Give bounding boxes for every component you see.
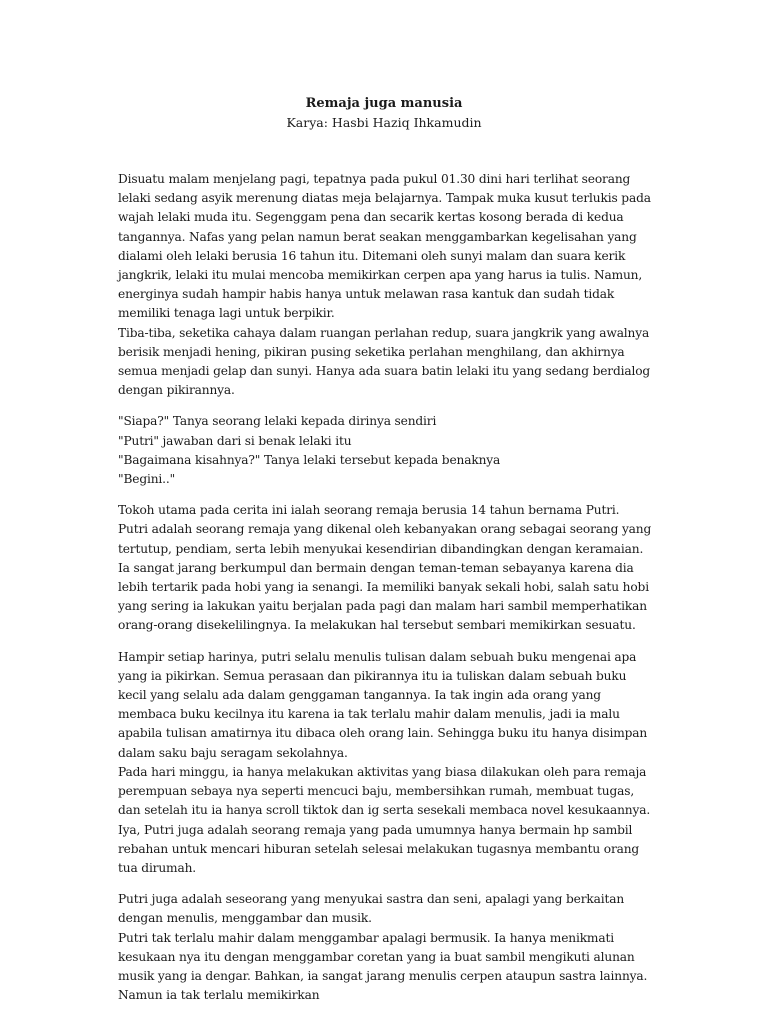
dialog-line: "Putri" jawaban dari si benak lelaki itu (118, 433, 352, 448)
paragraph: Putri adalah seorang remaja yang dikenal oleh kebanyakan orang sebagai seorang yang tertutup, pendiam, serta lebih menyukai kesendirian dibandingkan dengan keramaian. Ia sangat jarang berkumpul dan bermain dengan teman-teman sebayanya karena dia lebih tertarik pada hobi yang ia senangi. Ia memiliki banyak sekali hobi, salah satu hobi yang sering ia lakukan yaitu berjalan pada pagi dan malam hari sambil memperhatikan orang-orang disekelilingnya. Ia melakukan hal tersebut sembari memikirkan sesuatu. (118, 522, 652, 633)
paragraph-gap (118, 636, 658, 648)
paragraph: Pada hari minggu, ia hanya melakukan aktivitas yang biasa dilakukan oleh para remaja perempuan sebaya nya seperti mencuci baju, membersihkan rumah, membuat tugas, dan setelah itu ia hanya scroll tiktok dan ig serta sesekali membaca novel kesukaannya. Iya, Putri juga adalah seorang remaja yang pada umumnya hanya bermain hp sambil rebahan untuk mencari hiburan setelah selesai melakukan tugasnya membantu orang tua dirumah. (118, 764, 651, 875)
paragraph: Hampir setiap harinya, putri selalu menulis tulisan dalam sebuah buku mengenai apa yang ia pikirkan. Semua perasaan dan pikirannya itu ia tuliskan dalam sebuah buku kecil yang selalu ada dalam genggaman tangannya. Ia tak ingin ada orang yang membaca buku kecilnya itu karena ia tak terlalu mahir dalam menulis, jadi ia malu apabila tulisan amatirnya itu dibaca oleh orang lain. Sehingga buku itu hanya disimpan dalam saku baju seragam sekolahnya. (118, 649, 648, 760)
document-title: Remaja juga manusia (305, 96, 463, 111)
paragraph: Putri juga adalah seseorang yang menyukai sastra dan seni, apalagi yang berkaitan dengan menulis, menggambar dan musik. (118, 892, 625, 926)
dialog-line: "Bagaimana kisahnya?" Tanya lelaki tersebut kepada benaknya (118, 452, 501, 467)
dialog-line: "Siapa?" Tanya seorang lelaki kepada dirinya sendiri (118, 414, 437, 429)
document-author: Karya: Hasbi Haziq Ihkamudin (286, 115, 482, 130)
paragraph: Putri tak terlalu mahir dalam menggambar apalagi bermusik. Ia hanya menikmati kesukaan nya itu dengan menggambar coretan yang ia buat sambil mengikuti alunan musik yang ia dengar. Bahkan, ia sangat jarang menulis cerpen ataupun sastra lainnya. Namun ia tak terlalu memikirkan (118, 930, 648, 1003)
document-body (118, 170, 658, 1005)
dialog-line: "Begini.." (118, 472, 176, 487)
paragraph: Tokoh utama pada cerita ini ialah seorang remaja berusia 14 tahun bernama Putri. (118, 503, 620, 518)
paragraph-gap (118, 878, 658, 890)
paragraph: Disuatu malam menjelang pagi, tepatnya pada pukul 01.30 dini hari terlihat seorang lelaki sedang asyik merenung diatas meja belajarnya. Tampak muka kusut terlukis pada wajah lelaki muda itu. Segenggam pena dan secarik kertas kosong berada di kedua tangannya. Nafas yang pelan namun berat seakan menggambarkan kegelisahan yang dialami oleh lelaki berusia 16 tahun itu. Ditemani oleh sunyi malam dan suara kerik jangkrik, lelaki itu mulai mencoba memikirkan cerpen apa yang harus ia tulis. Namun, energinya sudah hampir habis hanya untuk melawan rasa kantuk dan sudah tidak memiliki tenaga lagi untuk berpikir. (118, 172, 651, 321)
paragraph: Tiba-tiba, seketika cahaya dalam ruangan perlahan redup, suara jangkrik yang awalnya berisik menjadi hening, pikiran pusing seketika perlahan menghilang, dan akhirnya semua menjadi gelap dan sunyi. Hanya ada suara batin lelaki itu yang sedang berdialog dengan pikirannya. (118, 325, 651, 398)
paragraph-gap (118, 489, 658, 501)
paragraph-gap (118, 400, 658, 412)
